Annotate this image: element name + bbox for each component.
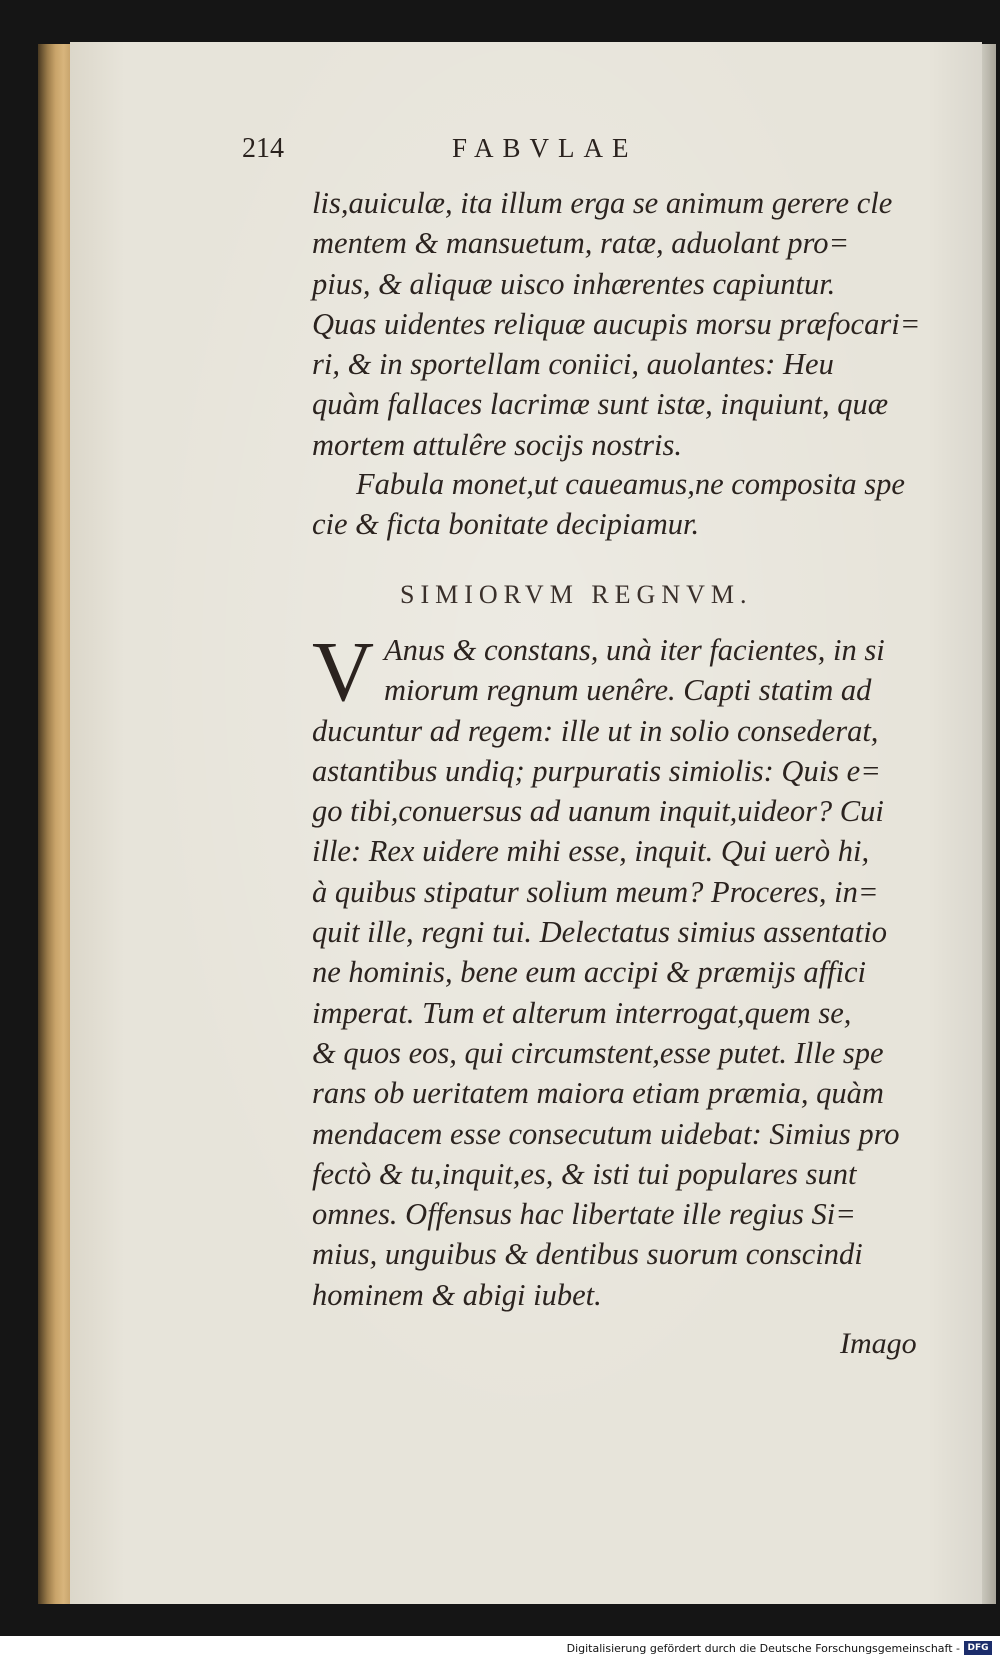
page-header xyxy=(242,133,762,173)
text-line: rans ob ueritatem maiora etiam præmia, quàm xyxy=(312,1076,884,1111)
text-line: quàm fallaces lacrimæ sunt istæ, inquiunt, quæ xyxy=(312,387,889,422)
running-title: FABVLAE xyxy=(452,133,638,163)
text-line: quit ille, regni tui. Delectatus simius assentatio xyxy=(312,915,887,950)
text-line: pius, & aliquæ uisco inhærentes capiuntur. xyxy=(312,266,836,301)
page-number: 214 xyxy=(242,133,284,164)
fable-moral xyxy=(312,464,942,545)
text-line: à quibus stipatur solium meum? Proceres, in= xyxy=(312,874,879,909)
text-line: astantibus undiq; purpuratis simiolis: Quis e= xyxy=(312,753,881,788)
text-line: imperat. Tum et alterum interrogat,quem se, xyxy=(312,995,852,1030)
text-line: lis,auiculæ, ita illum erga se animum gerere cle xyxy=(312,186,893,220)
text-line: omnes. Offensus hac libertate ille regius Si= xyxy=(312,1197,856,1232)
catchword: Imago xyxy=(840,1327,917,1360)
text-line: ducuntur ad regem: ille ut in solio consederat, xyxy=(312,713,879,748)
text-line: miorum regnum uenêre. Capti statim ad xyxy=(384,673,872,708)
drop-capital: V xyxy=(312,623,375,719)
text-line: go tibi,conuersus ad uanum inquit,uideor? Cui xyxy=(312,794,884,829)
text-line: Anus & constans, unà iter facientes, in si xyxy=(384,633,885,667)
footer-credit: Digitalisierung gefördert durch die Deutsche Forschungsgemeinschaft - xyxy=(566,1642,960,1655)
book-edge-right xyxy=(980,44,996,1604)
text-line: & quos eos, qui circumstent,esse putet. Ille spe xyxy=(312,1035,884,1070)
fable-end-text xyxy=(312,183,942,465)
text-line: Fabula monet,ut caueamus,ne composita spe xyxy=(356,467,905,501)
text-line: mortem attulêre socijs nostris. xyxy=(312,427,682,462)
text-line: cie & ficta bonitate decipiamur. xyxy=(312,507,700,542)
text-line: Quas uidentes reliquæ aucupis morsu præfocari= xyxy=(312,306,921,341)
fable-text xyxy=(312,623,942,1315)
text-line: ne hominis, bene eum accipi & præmijs affici xyxy=(312,955,867,990)
text-line: mius, unguibus & dentibus suorum conscindi xyxy=(312,1237,863,1272)
text-line: mentem & mansuetum, ratæ, aduolant pro= xyxy=(312,226,850,261)
text-line: fectò & tu,inquit,es, & isti tui populares sunt xyxy=(312,1156,857,1191)
book-edge-left xyxy=(38,44,70,1604)
section-heading: SIMIORVM REGNVM. xyxy=(400,580,753,609)
text-line: ri, & in sportellam coniici, auolantes: Heu xyxy=(312,347,834,382)
text-line: hominem & abigi iubet. xyxy=(312,1277,602,1312)
text-line: ille: Rex uidere mihi esse, inquit. Qui uerò hi, xyxy=(312,834,870,869)
text-line: mendacem esse consecutum uidebat: Simius pro xyxy=(312,1116,900,1151)
dfg-logo: DFG xyxy=(964,1641,992,1655)
